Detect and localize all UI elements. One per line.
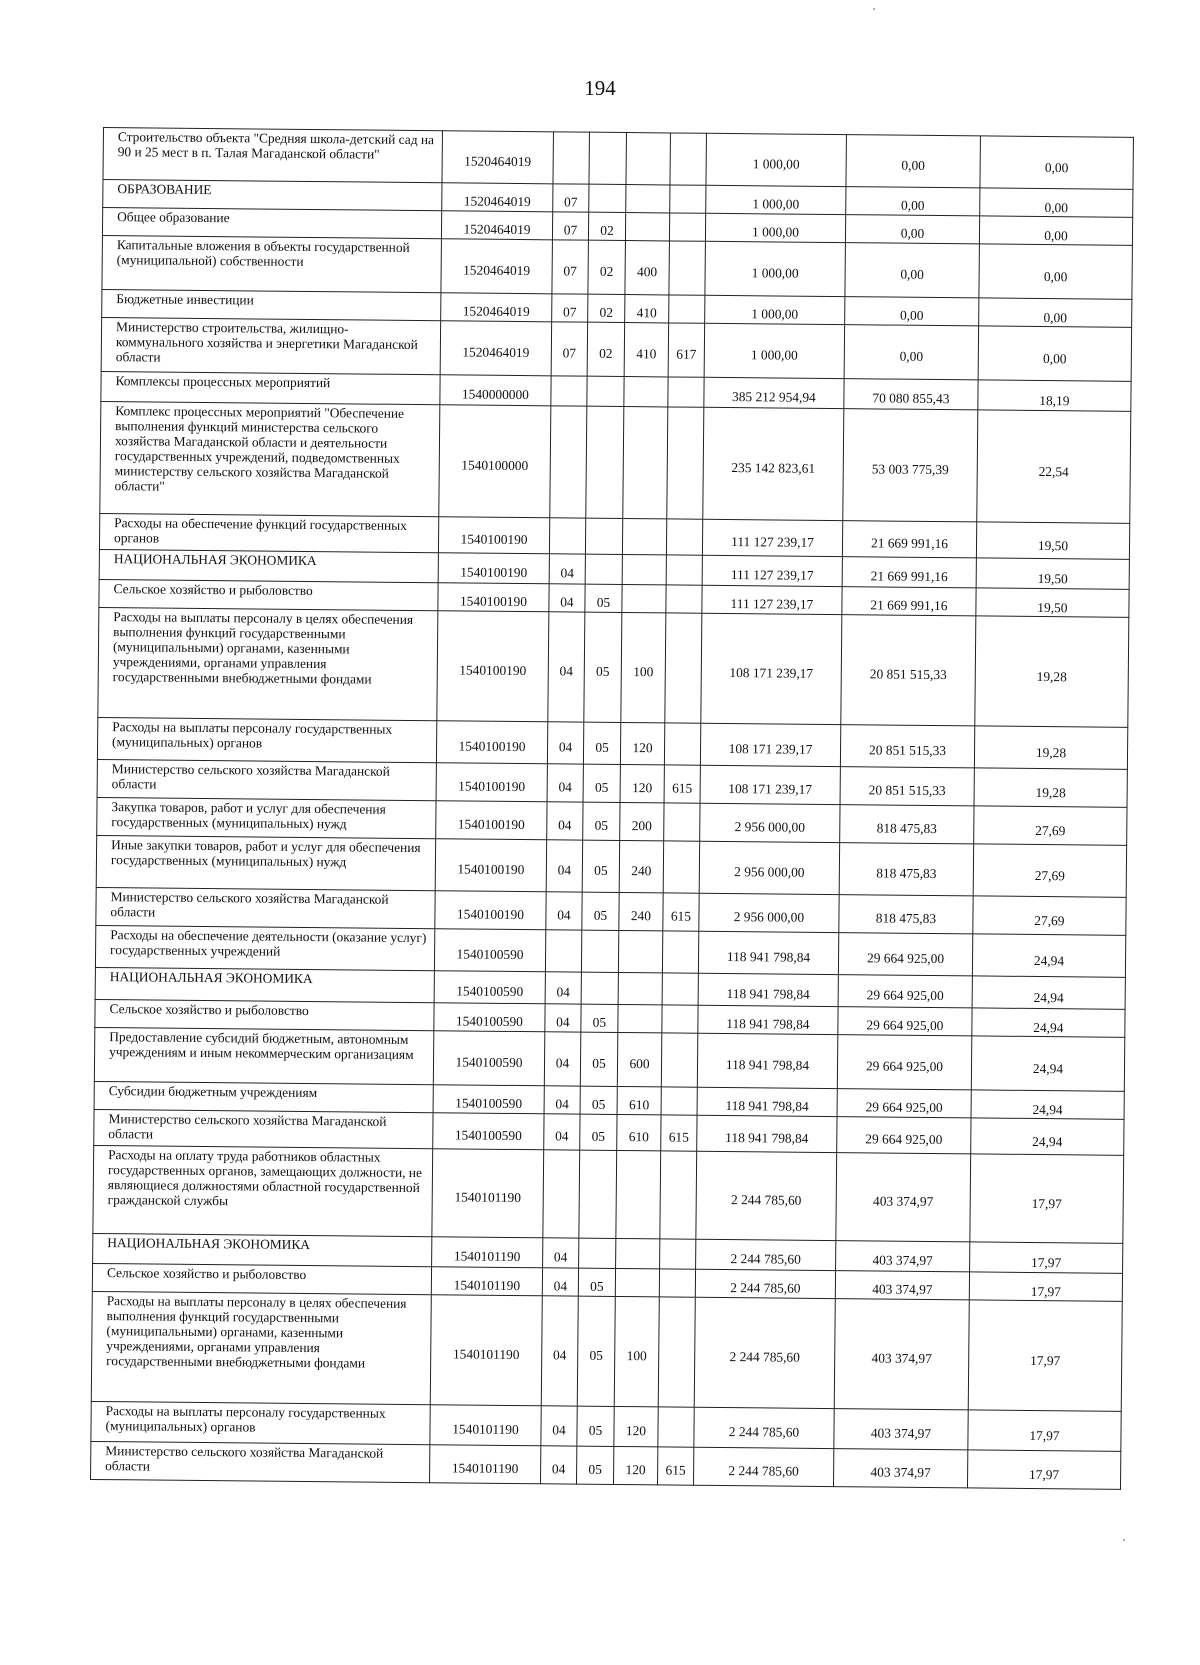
row-section: 04 [545,1004,581,1032]
row-percent: 27,69 [973,896,1126,935]
row-code: 1540100590 [433,1113,544,1150]
row-code: 1540101190 [432,1237,543,1268]
row-section [545,930,581,972]
row-name: Министерство сельского хозяйства Магаданской области [94,1109,433,1148]
row-code: 1540100190 [435,891,546,930]
row-name: Бюджетные инвестиции [102,289,441,320]
budget-table [90,127,1134,1490]
row-code: 1520464019 [441,211,552,240]
row-fact: 403 374,97 [836,1241,970,1272]
row-fact: 21 669 991,16 [842,587,976,616]
row-subsection [586,406,624,518]
row-ministry [662,973,698,1005]
row-subsection: 05 [582,840,619,892]
row-subsection: 02 [588,294,625,322]
row-section: 04 [547,722,583,764]
row-ministry [666,585,702,613]
row-subsection [581,972,618,1004]
row-fact: 29 664 925,00 [838,975,972,1008]
row-name: Расходы на выплаты персоналу государственных (муниципальных) органов [97,717,436,762]
row-ministry [664,803,700,841]
row-section: 04 [543,1238,579,1268]
row-plan: 2 244 785,60 [693,1447,833,1486]
table-row [91,1291,1122,1411]
row-name: Расходы на обеспечение деятельности (оказание услуг) государственных учреждений [95,925,434,970]
row-expense-type [623,407,668,519]
row-plan: 118 941 798,84 [697,1115,837,1152]
row-section: 04 [546,892,582,930]
row-percent: 24,94 [972,1008,1125,1037]
row-ministry [661,1033,698,1087]
row-ministry [659,1269,695,1297]
row-code: 1540100590 [434,929,545,972]
row-expense-type: 120 [620,764,664,802]
row-name: Сельское хозяйство и рыболовство [92,1263,431,1294]
row-name: Министерство сельского хозяйства Магаданской области [97,759,436,800]
row-subsection [585,518,622,554]
row-section: 04 [549,584,585,612]
row-section: 04 [540,1446,576,1484]
scan-speck [873,8,875,10]
row-expense-type: 120 [613,1446,657,1484]
row-ministry [664,723,700,765]
row-plan: 118 941 798,84 [698,973,838,1006]
row-expense-type [616,1238,660,1268]
row-fact: 403 374,97 [836,1153,971,1242]
row-section: 07 [553,184,589,212]
row-subsection: 02 [587,322,625,376]
row-section: 04 [546,840,582,892]
row-section: 04 [542,1268,578,1296]
row-name: Комплексы процессных мероприятий [101,371,440,404]
row-code: 1540100590 [434,1003,545,1032]
table-row [98,607,1129,727]
row-name: НАЦИОНАЛЬНАЯ ЭКОНОМИКА [93,1233,432,1266]
row-subsection: 05 [583,764,620,802]
row-name: Министерство сельского хозяйства Магаданской области [91,1441,430,1482]
row-name: Субсидии бюджетным учреждениям [94,1081,433,1112]
row-expense-type: 600 [617,1032,662,1086]
row-plan: 2 244 785,60 [694,1407,834,1448]
row-expense-type [618,1004,662,1032]
row-subsection: 05 [583,722,620,764]
row-fact: 29 664 925,00 [837,1117,971,1154]
row-code: 1540100000 [439,405,551,518]
row-section: 04 [545,972,581,1004]
row-plan: 2 956 000,00 [699,893,839,932]
row-fact: 29 664 925,00 [837,1089,971,1118]
row-expense-type: 400 [625,241,670,295]
row-subsection [589,132,626,184]
row-name: Сельское хозяйство и рыболовство [95,999,434,1030]
row-expense-type [618,972,662,1004]
row-name: Общее образование [102,208,441,239]
table-row [100,401,1131,523]
row-fact: 70 080 855,43 [844,379,978,410]
row-name: Расходы на обеспечение функций государственных органов [99,513,438,552]
row-ministry: 615 [657,1447,693,1485]
row-percent: 0,00 [980,188,1133,217]
row-name: Комплекс процессных мероприятий "Обеспечение выполнения функций министерства сельского хозяйства Магаданской области и деятельности государственных учреждений, подведомственных министерству сельского хозяйства Магаданской области" [100,401,440,516]
row-expense-type: 610 [617,1086,661,1114]
row-expense-type: 100 [621,613,666,723]
row-subsection: 05 [584,612,622,722]
row-plan: 235 142 823,61 [703,407,844,520]
row-code: 1540101190 [431,1267,542,1296]
row-code: 1540101190 [430,1405,541,1446]
row-expense-type [626,133,670,185]
row-percent: 17,97 [969,1272,1122,1301]
row-percent: 0,00 [980,136,1133,189]
row-name: Иные закупки товаров, работ и услуг для обеспечения государственных (муниципальных) нужд [96,835,435,890]
row-code: 1520464019 [442,183,553,212]
row-plan: 108 171 239,17 [701,613,842,724]
row-name: Расходы на оплату труда работников областных государственных органов, замещающих должности, не являющиеся должностями областной государственной гражданской службы [93,1145,433,1236]
row-subsection [589,184,626,212]
row-percent: 0,00 [978,326,1132,381]
row-name: Расходы на выплаты персоналу в целях обеспечения выполнения функций государственными (муниципальными) органами, казенными учреждениями, органами управления государственными внебюджетными фондами [98,607,438,720]
row-fact: 0,00 [845,243,980,298]
row-percent: 27,69 [974,806,1127,845]
row-fact: 403 374,97 [835,1271,969,1300]
row-plan: 2 956 000,00 [699,841,839,894]
row-fact: 29 664 925,00 [837,1035,972,1090]
row-code: 1540101190 [430,1295,542,1406]
row-fact: 403 374,97 [833,1449,967,1488]
row-subsection [579,1238,616,1268]
row-subsection: 05 [585,584,622,612]
row-expense-type [616,1150,661,1238]
row-expense-type [618,930,662,972]
row-ministry [658,1297,695,1407]
row-ministry [670,133,706,185]
row-section: 04 [549,554,585,584]
row-fact: 818 475,83 [839,895,973,934]
row-name: Расходы на выплаты персоналу в целях обеспечения выполнения функций государственными (муниципальными) органами, казенными учреждениями, органами управления государственными внебюджетными фондами [91,1291,431,1404]
row-ministry [666,519,702,555]
row-fact: 29 664 925,00 [838,1007,972,1036]
row-section: 04 [544,1032,581,1086]
row-ministry [661,1087,697,1115]
row-plan: 2 244 785,60 [696,1151,837,1240]
row-expense-type: 610 [617,1114,661,1150]
row-ministry [660,1239,696,1269]
row-ministry [669,213,705,241]
row-percent: 17,97 [970,1154,1124,1243]
row-expense-type [624,377,668,407]
row-ministry [662,1005,698,1033]
row-percent: 18,19 [978,380,1131,411]
row-fact: 0,00 [845,297,979,326]
row-code: 1540100190 [438,583,549,612]
row-ministry [663,841,699,893]
row-ministry [666,555,702,585]
row-code: 1540101190 [432,1149,544,1238]
row-plan: 2 244 785,60 [695,1269,835,1298]
row-subsection: 02 [588,212,625,240]
row-plan: 118 941 798,84 [697,1087,837,1116]
row-expense-type: 120 [614,1406,658,1446]
row-plan: 108 171 239,17 [700,765,840,804]
row-ministry [670,185,706,213]
row-percent: 19,50 [976,558,1129,589]
row-expense-type [622,555,666,585]
row-section: 07 [552,294,588,322]
table-row [101,317,1131,381]
row-ministry: 615 [664,765,700,803]
row-subsection: 05 [580,1114,617,1150]
row-ministry: 615 [661,1115,697,1151]
row-name: Капитальные вложения в объекты государственной (муниципальной) собственности [102,235,442,292]
row-expense-type: 410 [625,295,669,323]
row-percent: 17,97 [968,1300,1122,1411]
row-subsection: 05 [577,1406,614,1446]
row-percent: 19,28 [974,726,1127,769]
row-plan: 111 127 239,17 [702,519,842,556]
row-expense-type [625,213,669,241]
row-percent: 19,28 [974,768,1127,807]
row-subsection [579,1150,617,1238]
row-name: ОБРАЗОВАНИЕ [103,180,442,211]
row-percent: 0,00 [979,216,1132,245]
row-expense-type [626,185,670,213]
row-subsection [585,554,622,584]
row-plan: 118 941 798,84 [698,1005,838,1034]
row-ministry [667,407,704,519]
row-code: 1540100590 [433,1031,545,1086]
row-expense-type: 100 [614,1296,659,1406]
row-ministry: 615 [663,893,699,931]
row-subsection: 05 [577,1296,615,1406]
row-percent: 0,00 [979,244,1133,299]
row-percent: 19,50 [976,588,1129,617]
row-plan: 385 212 954,94 [704,377,844,408]
row-code: 1540100190 [436,721,547,764]
row-fact: 20 851 515,33 [840,725,974,768]
row-percent: 24,94 [971,1090,1124,1119]
row-code: 1540101190 [430,1445,541,1484]
row-expense-type [615,1268,659,1296]
row-code: 1540100190 [435,839,546,892]
row-name: Министерство строительства, жилищно-коммунального хозяйства и энергетики Магаданской области [101,317,441,374]
row-code: 1540100190 [437,611,549,722]
row-subsection: 05 [582,892,619,930]
row-expense-type: 120 [620,722,664,764]
row-percent: 19,28 [975,616,1129,727]
row-section [551,376,587,406]
row-subsection: 05 [580,1032,618,1086]
row-plan: 118 941 798,84 [698,931,838,974]
row-ministry [662,931,698,973]
row-section: 04 [547,802,583,840]
row-expense-type: 410 [624,323,669,377]
row-fact: 20 851 515,33 [841,615,976,726]
row-name: Министерство сельского хозяйства Магаданской области [96,887,435,928]
row-plan: 111 127 239,17 [702,555,842,586]
row-section: 04 [547,764,583,802]
scan-speck [1123,1539,1125,1541]
row-fact: 29 664 925,00 [838,933,972,976]
row-expense-type: 240 [619,840,663,892]
row-plan: 108 171 239,17 [700,723,840,766]
row-plan: 1 000,00 [706,133,846,186]
row-code: 1520464019 [442,131,553,184]
row-code: 1540100590 [433,1085,544,1114]
row-section [549,518,585,554]
row-code: 1540000000 [440,375,551,406]
row-name: Расходы на выплаты персоналу государственных (муниципальных) органов [91,1401,430,1444]
row-fact: 0,00 [844,325,979,380]
page-number: 194 [584,76,616,100]
row-name: НАЦИОНАЛЬНАЯ ЭКОНОМИКА [95,967,434,1002]
row-code: 1520464019 [441,239,553,294]
row-name: Сельское хозяйство и рыболовство [99,579,438,610]
row-ministry [669,241,706,295]
row-name: Строительство объекта "Средняя школа-детский сад на 90 и 25 мест в п. Талая Магаданской области" [103,128,442,183]
row-fact: 403 374,97 [834,1409,968,1450]
row-subsection: 05 [583,802,620,840]
row-plan: 118 941 798,84 [697,1033,838,1088]
row-percent: 22,54 [977,410,1131,523]
row-expense-type [622,585,666,613]
row-fact: 21 669 991,16 [842,557,976,588]
row-fact: 818 475,83 [839,843,973,896]
row-subsection: 05 [580,1086,617,1114]
row-section: 07 [551,322,588,376]
row-code: 1520464019 [441,293,552,322]
row-ministry [668,377,704,407]
row-section: 07 [552,240,589,294]
row-section: 04 [541,1296,578,1406]
row-percent: 0,00 [979,298,1132,327]
row-subsection: 05 [578,1268,615,1296]
row-ministry [665,613,702,723]
table-row [102,235,1132,299]
row-plan: 2 244 785,60 [696,1239,836,1270]
row-name: Закупка товаров, работ и услуг для обеспечения государственных (муниципальных) нужд [97,797,436,838]
row-code: 1540100190 [438,517,549,554]
row-percent: 17,97 [968,1410,1121,1451]
row-plan: 1 000,00 [705,241,846,296]
row-fact: 0,00 [846,187,980,216]
row-subsection: 02 [588,240,626,294]
row-fact: 818 475,83 [840,805,974,844]
row-section [543,1150,580,1238]
row-fact: 53 003 775,39 [843,409,978,522]
row-section [553,132,589,184]
row-section: 04 [544,1086,580,1114]
row-plan: 2 956 000,00 [700,803,840,842]
row-expense-type: 200 [620,802,664,840]
row-fact: 0,00 [845,215,979,244]
row-subsection [581,930,618,972]
row-fact: 0,00 [846,135,980,188]
row-percent: 19,50 [976,522,1129,559]
row-code: 1540100190 [438,553,549,584]
row-ministry [669,295,705,323]
row-code: 1540100190 [436,801,547,840]
row-fact: 21 669 991,16 [842,521,976,558]
row-plan: 111 127 239,17 [702,585,842,614]
row-name: Предоставление субсидий бюджетным, автономным учреждениям и иным некоммерческим организациям [94,1027,434,1084]
row-subsection [587,376,624,406]
row-section: 04 [541,1406,577,1446]
row-plan: 1 000,00 [704,323,845,378]
row-plan: 2 244 785,60 [694,1297,835,1408]
row-code: 1540100190 [436,763,547,802]
row-percent: 17,97 [970,1242,1123,1273]
row-expense-type [622,519,666,555]
row-fact: 20 851 515,33 [840,767,974,806]
row-subsection: 05 [576,1446,613,1484]
table-body [91,128,1134,1490]
row-plan: 1 000,00 [705,213,845,242]
row-ministry: 617 [668,323,705,377]
row-code: 1520464019 [440,321,552,376]
table-row [93,1145,1124,1243]
table-row [94,1027,1124,1091]
row-fact: 403 374,97 [834,1299,969,1410]
row-percent: 24,94 [971,1036,1125,1091]
row-percent: 24,94 [972,976,1125,1009]
row-subsection: 05 [581,1004,618,1032]
row-percent: 24,94 [972,934,1125,977]
row-ministry [660,1151,697,1239]
row-plan: 1 000,00 [705,295,845,324]
row-expense-type: 240 [619,892,663,930]
row-name: НАЦИОНАЛЬНАЯ ЭКОНОМИКА [99,549,438,582]
row-plan: 1 000,00 [706,185,846,214]
row-section: 07 [552,212,588,240]
row-percent: 24,94 [971,1118,1124,1155]
row-percent: 27,69 [973,844,1126,897]
row-section: 04 [544,1114,580,1150]
row-section [550,406,587,518]
row-percent: 17,97 [967,1450,1120,1489]
row-section: 04 [548,612,585,722]
row-code: 1540100590 [434,971,545,1004]
row-ministry [658,1407,694,1447]
